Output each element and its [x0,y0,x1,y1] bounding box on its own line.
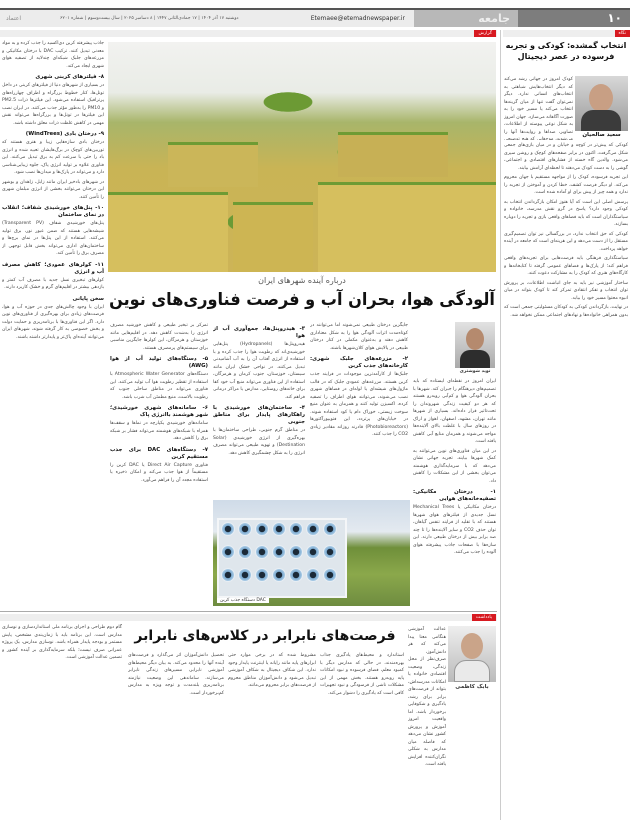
paragraph: استاندارد و محیط‌های یادگیری جذاب بهره‌مندند، در حالی که مدارس دیگر با کمبود معلم، فضای فرسوده و نبود امکانات پایه روبه‌رو هستند. بخش مهمی از این مشکلات ناشی از فرسودگی و نبود تجهیزات کافی است که یادگیری را دشوار می‌کند. [320,653,404,696]
opinion-text [504,142,628,819]
note-column-5 [2,624,122,818]
paragraph: گام دوم طراحی و اجرای برنامه ملی استانداردسازی و نوسازی مدارس است. این برنامه باید با زمان‌بندی مشخص، پایش مستمر و بودجه پایدار همراه باشد. نوسازی مدارس، یک پروژه عمرانی صرف نیست؛ بلکه سرمایه‌گذاری بر آینده کشور و تضمین عدالت آموزشی است. [2,625,122,660]
paragraph: دستگاه‌های Atmospheric Water Generator با استفاده از تقطیر رطوبت هوا آب تولید می‌کنند. این فناوری می‌تواند در مناطق ساحلی جنوب که رطوبت بالاست، منبع مطمئن آب شرب باشد. [110,372,208,400]
paragraph: جلبک‌ها از کارآمدترین موجودات در فرایند جذب کربن هستند. مزرعه‌های عمودی جلبک که در قالب ماژول‌های شیشه‌ای یا لوله‌ای در فضاهای شهری نصب می‌شوند، می‌توانند هوای اطراف را تصفیه کرده، اکسیژن تولید کنند و همزمان به عنوان منبع سوخت زیستی، خوراک دام یا کود استفاده شوند. در خیابان‌های پرتردد، این فتوبیورآکتورها (Photobioreactors) قادرند روزانه مقادیر زیادی CO2 را جذب کنند. [310,372,408,437]
paragraph: مشروط شده که در برخی موارد حتی ابزارهای پایه مانند رایانه یا اینترنت پایدار وجود ندارد. این شکاف دیجیتال به شکاف آموزشی تبدیل می‌شود و دانش‌آموزان مناطق محروم از فرصت‌های برابر محروم می‌مانند. [228,653,316,688]
subheading: ۷- دستگاه‌های DAC برای جذب مستقیم کربن [110,446,208,460]
opinion-author-photo [575,76,628,131]
report-left-column [2,40,104,608]
paragraph: در بسیاری از شهرهای دنیا از فیلترهای کربنی در داخل تونل‌ها، کنار خطوط بزرگراه و اطراف چهارراه‌های پرترافیک استفاده می‌شود. این فیلترها ذرات PM2.5 و PM10 را به‌طور مؤثر جذب می‌کنند. در ایران نصب این فیلترها در تونل‌ها و بزرگراه‌ها می‌تواند نقش مهمی در کاهش غلظت ذرات معلق داشته باشد. [2,83,104,126]
note-column-3 [228,652,316,818]
subheading: ۶- سامانه‌های شهری خورشیدی؛ شهر هوشمند باانرژی پاک [110,405,208,418]
paragraph: ساختار آموزشی نیز باید به جای انباشت اطلاعات، بر پرورش توان انتخاب و تفکر انتقادی تمرکز کند تا کودک بتواند در میان انبوه محتوا مسیر خود را بیابد. [504,280,628,301]
paragraph: در شهرهای بادخیز ایران مانند زابل، زاهدان و بوشهر این درختان می‌توانند بخشی از انرژی مبلمان شهری را تأمین کنند. [2,179,104,200]
note-column-1 [408,626,446,818]
dac-device-photo [213,500,410,606]
paragraph: کودکی که حق انتخاب ندارد، در بزرگسالی نیز توان تصمیم‌گیری مستقل را از دست می‌دهد و این هزینه‌ای است که جامعه در آینده خواهد پرداخت. [504,231,628,252]
paragraph: هیدروپنل‌ها (Hydropanels) پنل‌هایی خورشیدی‌اند که رطوبت هوا را جذب کرده و با استفاده از انرژی آفتاب آن را به آب آشامیدنی تبدیل می‌کنند. در نواحی خشک ایران مانند سیستان، خوزستان، جنوب کرمان و هرمزگان، استفاده از این فناوری می‌تواند منبع آب خود کفا برای خانه‌های روستایی، مدارس یا مراکز درمانی فراهم کند. [213,342,305,400]
report-column-4 [110,322,208,608]
paragraph: ایران با وجود چالش‌های جدی در حوزه آب و هوا، فرصت‌های زیادی برای بهره‌گیری از فناوری‌های نوین دارد. اگر این فناوری‌ها با برنامه‌ریزی و حمایت دولت و بخش خصوصی به کار گرفته شوند، شهرهای ایران می‌توانند آینده‌ای پاک‌تر و پایدارتر داشته باشند. [2,304,104,340]
section-title: جامعه [414,10,518,27]
paragraph: پنل‌های خورشیدی شفاف (Transparent PV) شیشه‌هایی هستند که ضمن عبور نور، برق تولید می‌کنند. استفاده از این پنل‌ها در نمای برج‌ها و ساختمان‌های اداری می‌تواند بخش قابل توجهی از مصرف برق را تأمین کند. [2,221,104,256]
subheading: ۵- دستگاه‌های تولید آب از هوا (AWG) [110,356,208,369]
opinion-author-name: سعید صالحیان [582,132,621,138]
report-kicker: درباره آینده شهرهای ایران [258,276,346,285]
subheading: ۱۱- کولرهای عمودی؛ کاهش مصرف آب و انرژی [2,261,104,275]
report-author-name: نوید شوشتری [459,369,491,374]
paragraph: کولرهای تبخیری نسل جدید با مصرف آب کمتر و بازدهی بیشتر در اقلیم‌های گرم و خشک کاربرد دارند. [2,277,104,290]
report-column-1-top [413,322,453,378]
paragraph: سیاستگذاری فرهنگی باید فرصت‌هایی برای تجربه‌های واقعی فراهم کند؛ از پارک‌ها و فضاهای عمومی گرفته تا کتابخانه‌ها و کارگاه‌های هنری که کودک را به مشارکت دعوت کنند. [504,256,628,276]
paragraph: تحصیل دانش‌آموزان اثر می‌گذارد و فرصت‌های آینده آنها را محدود می‌کند. به بیان دیگر محیط‌های آموزشی نابرابر، مسیرهای زندگی نابرابر می‌سازند. ساماندهی این وضعیت نیازمند برنامه‌ریزی بلندمدت و توجه ویژه به مدارس کم‌برخوردار است. [128,653,224,696]
view-section-label: نگاه [615,30,630,37]
opinion-title[interactable]: انتخاب گمشده: کودکی و تجربه فرسوده در عصر دیجیتال [505,41,627,61]
report-author-photo [455,322,495,368]
paragraph: جایگزین درختان طبیعی نمی‌شوند اما می‌توانند در کوتاه‌مدت اثرات آلودگی هوا را به شکل معناداری کاهش دهند و به‌عنوان مکملی در کنار درختان طبیعی در پالایش هوای کلان‌شهرها باشند. [310,323,408,351]
paragraph: در نهایت، بازگرداندن کودکی به کودکان مسئولیتی جمعی است که بدون همراهی خانواده‌ها و نهادهای اجتماعی ممکن نخواهد شد. [504,305,628,318]
subheading: سخن پایانی [72,295,104,302]
page-header [0,8,630,27]
note-section-label: یادداشت [472,614,496,621]
note-author-photo [448,626,496,682]
green-rooftop-photo [108,42,496,272]
note-label-bar [0,614,497,621]
subheading: ۲- مزرعه‌های جلبک شهری: کارخانه‌های جذب کربن [310,356,408,369]
paragraph: در مناطق گرم جنوبی، طراحی ساختمان‌ها با بهره‌گیری از انرژی خورشیدی (Solar Destination) و تهویه طبیعی می‌تواند مصرف انرژی را به شکل چشمگیری کاهش دهد. [213,428,305,456]
report-column-2 [310,322,408,497]
paragraph: درختان مکانیکی یا Mechanical Trees نسل جدیدی از فیلترهای هوای شهرها هستند که با تقلید از فرایند تنفس گیاهان، توان حذف CO2 و سایر آلاینده‌ها را تا چند صد برابر بیش از درختان طبیعی دارند. این سازه‌ها با صفحات جاذب پیشرفته هوای آلوده را جذب می‌کنند. [413,505,496,555]
note-column-2 [320,652,404,818]
report-label-bar [0,30,497,37]
paragraph: این تجربه فرسوده، کودک را از مواجهه مستقیم با جهان محروم می‌کند. او دیگر فرصت کشف، خطا کردن و آموختن از تجربه را ندارد و همه چیز از پیش برای او آماده شده است. [504,175,628,195]
paragraph: جاذب پیشرفته کربن دی‌اکسید را جذب کرده و به مواد معدنی تبدیل کنند. ترکیب DAC با درختان مکانیکی و مزرعه‌های جلبک شبکه‌ای چندلایه از تصفیه هوای شهری ایجاد می‌کند. [2,41,104,69]
page-number: ۱۰ [518,10,630,27]
contact-email[interactable]: Etemaee@etemadnewspaper.ir [310,15,405,22]
paragraph: کودک امروز در جهانی رشد می‌کند که دیگر انتخاب‌هایش شباهتی به انتخاب‌های انسانی ندارد. دیگر نمی‌توان گفت تنها از میان گزینه‌ها انتخاب می‌کند یا مسیر خود را به صورت آگاهانه می‌سازد. جهان امروز به شکل نوعی پیوسته از اطلاعات، تصاویر، صداها و روایت‌ها آنها را می‌شوید، موج‌هایی که هیچ توضیحی [504,77,573,140]
note-headline[interactable]: فرصت‌های نابرابر در کلاس‌های نابرابر [134,628,396,644]
issue-date: دوشنبه ۱۷ آذر ۱۴۰۴ | ۱۷ جمادی‌الثانی ۱۴۴۷ | ۸ دسامبر ۲۰۲۵ | سال بیست‌وسوم | شماره ۶۲۰۱ [60,16,239,21]
opinion-text-intro [504,76,573,140]
section-divider [0,611,497,612]
subheading: ۱- درختان مکانیکی: تصفیه‌خانه‌های هوایی [413,489,496,502]
paragraph: تمرکز بر تبخیر طبیعی و کاهش خورشید مصرف انرژی را به‌شدت کاهش دهد. در اقلیم‌هایی مانند خوزستان و هرمزگان، این کولرها جایگزین مناسبی برای سیستم‌های پرمصرف هستند. [110,323,208,351]
report-headline[interactable]: آلودگی هوا، بحران آب و فرصت فناوری‌های نوین [109,290,495,310]
paragraph: فناوری Direct Air Capture یا DAC کربن را مستقیماً از هوا جذب می‌کند و امکان ذخیره یا استفاده مجدد آن را فراهم می‌آورد. [110,462,208,483]
paragraph: در این میان فناوری‌های نوین می‌توانند به کمک شهرها بیایند. تجربه جهانی نشان می‌دهد که با سرمایه‌گذاری هوشمند می‌توان بخشی از این مشکلات را کاهش داد. [413,448,496,484]
paragraph: عدالت آموزشی هنگامی معنا پیدا می‌کند که هر دانش‌آموز، صرف‌نظر از محل زندگی، وضعیت اقتصادی خانواده یا امکانات مدرسه‌اش، بتواند از فرصت‌های برابر برای رشد، یادگیری و شکوفایی برخوردار باشد. اما واقعیت امروز آموزش و پرورش کشور نشان می‌دهد که فاصله میان مدارس به شکلی نگران‌کننده افزایش یافته است. [408,627,446,767]
subheading: ۱۰- پنل‌های خورشیدی شفاف؛ انقلاب در نمای ساختمان [2,205,104,218]
newspaper-logo: اعتماد [6,15,22,22]
subheading: ۹- درختان بادی (WindTrees) [25,131,104,137]
note-author-name: بابک کاظمی [455,684,489,690]
report-section-label: گزارش [474,30,496,37]
view-label-bar [503,30,630,37]
report-column-3 [213,322,305,497]
subheading: ۴- ساختمان‌های خورشیدی با راهکارهای پایدار برای مناطق جنوبی [213,405,305,425]
report-column-1 [413,378,496,608]
subheading: ۳- هیدروپنل‌ها، جمع‌آوری آب از هوا [213,326,305,339]
paragraph: سامانه‌های خورشیدی یکپارچه در نماها و سقف‌ها همراه با شبکه‌های هوشمند می‌تواند فشار بر شبکه برق را کاهش دهد. [110,421,208,441]
paragraph: درختان بادی سازه‌هایی زیبا و هنری هستند که توربین‌های کوچک در برگ‌هایشان تعبیه شده و انرژی باد را حتی با سرعت کم به برق تبدیل می‌کنند. این فناوری علاوه بر تولید انرژی پاک، جلوه زیبایی‌شناسی دارد و می‌تواند در پارک‌ها و میدان‌ها نصب شود. [2,140,104,175]
paragraph: ایران امروز در نقطه‌ای ایستاده که باید تصمیم‌های دیرهنگام را جبران کند. شهرها با بحران آلودگی هوا و کم‌آبی روبه‌رو هستند که هر دو کیفیت زندگی شهروندان را تحت‌تاثیر قرار داده‌اند. بسیاری از شهرها مانند تهران، مشهد، اصفهان، اهواز و اراک در روزهای سال با غلظت بالای آلاینده‌ها مواجه می‌شوند و همزمان منابع آبی کاهش یافته است. [413,379,496,444]
column-divider [500,30,501,820]
paragraph: کودکی که پیش‌تر در کوچه و خیابان و در میان بازی‌های جمعی شکل می‌گرفت، اکنون در برابر صفحه‌های کوچک و روشن سپری می‌شود. والدین گاه خسته از فشارهای اقتصادی و اجتماعی، گوشی را به دست کودک می‌دهند تا لحظه‌ای آرامش بیابند. [504,143,628,171]
photo-caption: DAC دستگاه جذب کربن [217,598,269,603]
subheading: ۸- فیلترهای کربنی شهری [35,74,104,80]
note-column-4 [128,652,224,818]
paragraph: پرسش اصلی این است که آیا هنوز امکان بازگرداندن انتخاب به کودکی وجود دارد؟ پاسخ در گرو نقش مدرسه، خانواده و سیاستگذاران است که باید فضاهای واقعی بازی و تجربه را دوباره بسازند. [504,199,628,227]
